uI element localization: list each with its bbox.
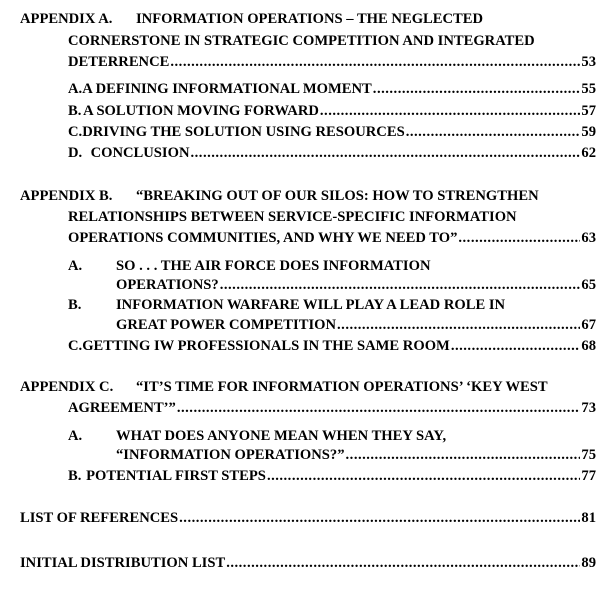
page-number: 62 [581, 145, 596, 161]
toc-entry-b-a-line2[interactable] [116, 276, 596, 295]
toc-entry-c-b[interactable] [68, 467, 596, 486]
dot-leader [320, 102, 580, 121]
page-number: 75 [581, 447, 596, 463]
toc-entry-a-b[interactable] [68, 102, 596, 121]
dot-leader [226, 554, 580, 573]
entry-letter: A. [68, 81, 83, 97]
entry-title-line2: GREAT POWER COMPETITION [116, 317, 337, 333]
toc-entry-a-c[interactable] [68, 123, 596, 142]
entry-title: CONCLUSION [90, 145, 190, 161]
toc-entry-a-d[interactable] [68, 144, 596, 163]
entry-letter: B. [68, 297, 82, 313]
entry-title: INITIAL DISTRIBUTION LIST [20, 555, 226, 571]
page-number: 68 [581, 338, 596, 354]
appendix-b-title-line3: OPERATIONS COMMUNITIES, AND WHY WE NEED TO” [68, 230, 458, 246]
page-number: 53 [581, 54, 596, 70]
entry-title-line2: OPERATIONS? [116, 277, 219, 293]
toc-entry-b-b-line2[interactable] [116, 316, 596, 335]
page-number: 77 [581, 468, 596, 484]
appendix-c-heading-line1 [20, 378, 548, 397]
appendix-a-label: APPENDIX A. [20, 11, 113, 27]
page-number: 89 [581, 555, 596, 571]
toc-entry-b-b-line1[interactable] [68, 296, 505, 315]
entry-letter: A. [68, 258, 83, 274]
entry-title: A DEFINING INFORMATIONAL MOMENT [82, 81, 372, 97]
list-of-references-entry[interactable] [20, 509, 596, 528]
page-number: 73 [581, 400, 596, 416]
entry-letter: B. [68, 468, 82, 484]
page-number: 59 [581, 124, 596, 140]
dot-leader [373, 80, 581, 99]
appendix-b-title-line2: RELATIONSHIPS BETWEEN SERVICE-SPECIFIC INFORMATION [68, 209, 517, 225]
entry-title: A SOLUTION MOVING FORWARD [83, 103, 319, 119]
entry-title-line1: WHAT DOES ANYONE MEAN WHEN THEY SAY, [116, 428, 447, 444]
appendix-b-title-line1: “BREAKING OUT OF OUR SILOS: HOW TO STRENGTHEN [136, 188, 539, 204]
appendix-a-entry[interactable] [68, 53, 596, 72]
appendix-c-entry[interactable] [68, 399, 596, 418]
entry-letter: A. [68, 428, 83, 444]
entry-title: DRIVING THE SOLUTION USING RESOURCES [82, 124, 405, 140]
appendix-b-label: APPENDIX B. [20, 188, 113, 204]
toc-entry-c-a-line1[interactable] [68, 427, 446, 446]
dot-leader [267, 467, 580, 486]
dot-leader [220, 276, 581, 295]
page-number: 55 [581, 81, 596, 97]
dot-leader [346, 446, 581, 465]
toc-entry-b-c[interactable] [68, 337, 596, 356]
dot-leader [177, 399, 581, 418]
page-number: 67 [581, 317, 596, 333]
entry-letter: D. [68, 145, 83, 161]
appendix-c-label: APPENDIX C. [20, 379, 114, 395]
dot-leader [337, 316, 580, 335]
dot-leader [406, 123, 581, 142]
appendix-c-title-line1: “IT’S TIME FOR INFORMATION OPERATIONS’ ‘KEY WEST [136, 379, 548, 395]
page-number: 63 [581, 230, 596, 246]
appendix-b-heading-line2 [68, 208, 517, 227]
entry-title: POTENTIAL FIRST STEPS [86, 468, 266, 484]
dot-leader [179, 509, 580, 528]
entry-title-line1: INFORMATION WARFARE WILL PLAY A LEAD ROLE IN [116, 297, 506, 313]
entry-letter: C. [68, 338, 83, 354]
appendix-a-title-line2: CORNERSTONE IN STRATEGIC COMPETITION AND INTEGRATED [68, 33, 535, 49]
appendix-a-title-line1: INFORMATION OPERATIONS – THE NEGLECTED [136, 11, 484, 27]
entry-title: GETTING IW PROFESSIONALS IN THE SAME ROOM [82, 338, 450, 354]
entry-letter: B. [68, 103, 82, 119]
entry-letter: C. [68, 124, 83, 140]
dot-leader [191, 144, 581, 163]
dot-leader [451, 337, 581, 356]
appendix-c-title-line2: AGREEMENT’” [68, 400, 176, 416]
entry-title: LIST OF REFERENCES [20, 510, 179, 526]
toc-entry-c-a-line2[interactable] [116, 446, 596, 465]
appendix-a-title-line3: DETERRENCE [68, 54, 170, 70]
page-number: 65 [581, 277, 596, 293]
dot-leader [458, 229, 580, 248]
toc-entry-b-a-line1[interactable] [68, 257, 431, 276]
page-number: 81 [581, 510, 596, 526]
appendix-a-heading-line1 [20, 10, 483, 29]
entry-title-line1: SO . . . THE AIR FORCE DOES INFORMATION [116, 258, 431, 274]
entry-title-line2: “INFORMATION OPERATIONS?” [116, 447, 345, 463]
appendix-b-entry[interactable] [68, 229, 596, 248]
toc-entry-a-a[interactable] [68, 80, 596, 99]
dot-leader [170, 53, 580, 72]
page-number: 57 [581, 103, 596, 119]
appendix-a-heading-line2 [68, 32, 535, 51]
initial-distribution-list-entry[interactable] [20, 554, 596, 573]
appendix-b-heading-line1 [20, 187, 539, 206]
